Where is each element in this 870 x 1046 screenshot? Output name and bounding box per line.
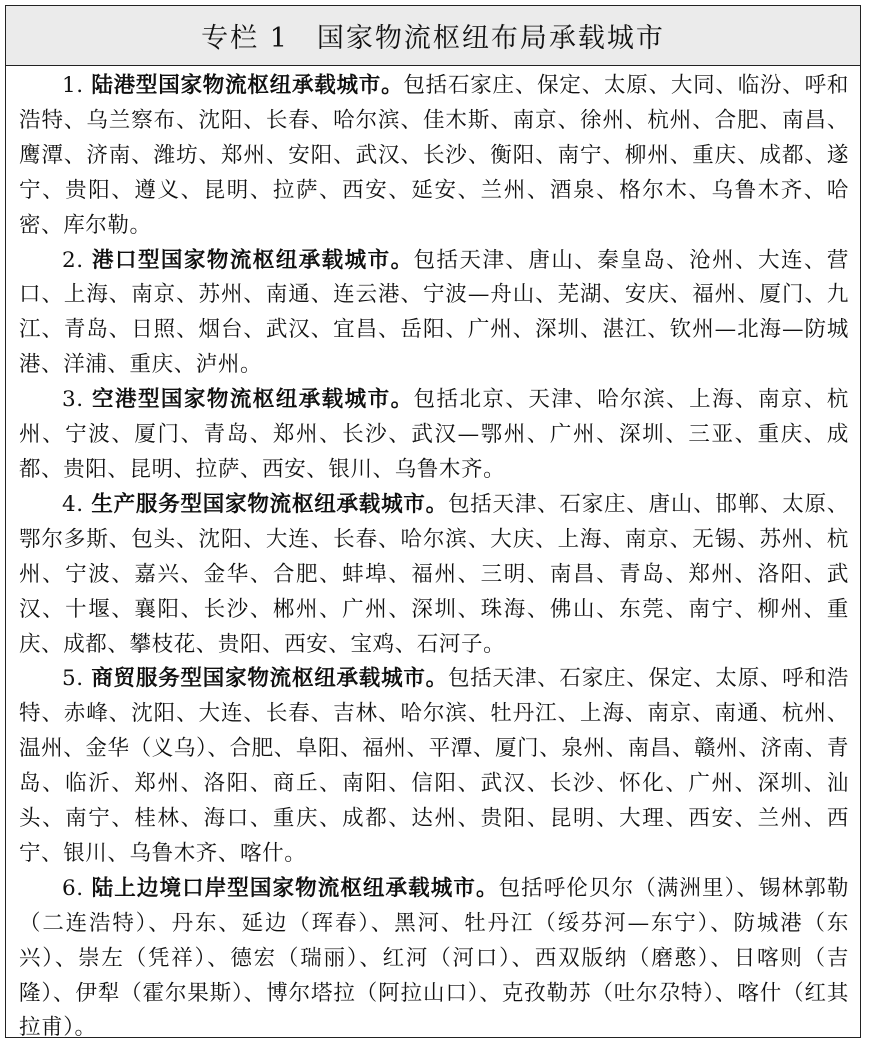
box-label: 专栏 1: [201, 23, 289, 54]
sidebar-box: [5, 5, 861, 1041]
section-5: [19, 662, 849, 871]
section-1-number: 1.: [62, 73, 84, 98]
section-1: [19, 69, 849, 244]
section-5-text: 包括天津、石家庄、保定、太原、呼和浩特、赤峰、沈阳、大连、长春、吉林、哈尔滨、牡丹江、上海、南京、南通、杭州、温州、金华（义乌）、合肥、阜阳、福州、平潭、厦门、泉州、南昌、赣州、济南、青岛、临沂、郑州、洛阳、商丘、南阳、信阳、武汉、长沙、怀化、广州、深圳、汕头、南宁、桂林、海口、重庆、成都、达州、贵阳、昆明、大理、西安、兰州、西宁、银川、乌鲁木齐、喀什。: [19, 666, 849, 866]
section-6: [19, 872, 849, 1046]
section-4-heading: 生产服务型国家物流枢纽承载城市。: [91, 491, 448, 517]
section-2: [19, 244, 849, 384]
section-2-heading: 港口型国家物流枢纽承载城市。: [92, 247, 414, 273]
section-6-heading: 陆上边境口岸型国家物流枢纽承载城市。: [91, 875, 499, 901]
section-3: [19, 383, 849, 488]
section-6-text: 包括呼伦贝尔（满洲里）、锡林郭勒（二连浩特）、丹东、延边（珲春）、黑河、牡丹江（绥芬河—东宁）、防城港（东兴）、崇左（凭祥）、德宏（瑞丽）、红河（河口）、西双版纳（磨憨）、日喀则（吉隆）、伊犁（霍尔果斯）、博尔塔拉（阿拉山口）、克孜勒苏（吐尔尕特）、喀什（红其拉甫）。: [19, 875, 850, 1041]
section-5-heading: 商贸服务型国家物流枢纽承载城市。: [91, 666, 448, 692]
section-4-text: 包括天津、石家庄、唐山、邯郸、太原、鄂尔多斯、包头、沈阳、大连、长春、哈尔滨、大庆、上海、南京、无锡、苏州、杭州、宁波、嘉兴、金华、合肥、蚌埠、福州、三明、南昌、青岛、郑州、洛阳、武汉、十堰、襄阳、长沙、郴州、广州、深圳、珠海、佛山、东莞、南宁、柳州、重庆、成都、攀枝花、贵阳、西安、宝鸡、石河子。: [19, 491, 849, 657]
section-6-number: 6.: [62, 875, 84, 901]
box-title: 国家物流枢纽布局承载城市: [316, 23, 665, 54]
section-1-heading: 陆港型国家物流枢纽承载城市。: [91, 73, 404, 98]
box-content: [19, 69, 849, 1046]
section-3-heading: 空港型国家物流枢纽承载城市。: [92, 387, 414, 413]
box-title-bar: [6, 6, 860, 66]
section-2-number: 2.: [62, 247, 84, 273]
section-5-number: 5.: [62, 666, 84, 692]
section-3-number: 3.: [62, 387, 84, 413]
section-1-text: 包括石家庄、保定、太原、大同、临汾、呼和浩特、乌兰察布、沈阳、长春、哈尔滨、佳木斯、南京、徐州、杭州、合肥、南昌、鹰潭、济南、潍坊、郑州、安阳、武汉、长沙、衡阳、南宁、柳州、重庆、成都、遂宁、贵阳、遵义、昆明、拉萨、西安、延安、兰州、酒泉、格尔木、乌鲁木齐、哈密、库尔勒。: [19, 73, 849, 238]
section-4-number: 4.: [62, 491, 84, 517]
section-2-text: 包括天津、唐山、秦皇岛、沧州、大连、营口、上海、南京、苏州、南通、连云港、宁波—舟山、芜湖、安庆、福州、厦门、九江、青岛、日照、烟台、武汉、宜昌、岳阳、广州、深圳、湛江、钦州—北海—防城港、洋浦、重庆、泸州。: [19, 247, 850, 378]
section-3-text: 包括北京、天津、哈尔滨、上海、南京、杭州、宁波、厦门、青岛、郑州、长沙、武汉—鄂州、广州、深圳、三亚、重庆、成都、贵阳、昆明、拉萨、西安、银川、乌鲁木齐。: [19, 387, 850, 482]
section-4: [19, 488, 849, 663]
